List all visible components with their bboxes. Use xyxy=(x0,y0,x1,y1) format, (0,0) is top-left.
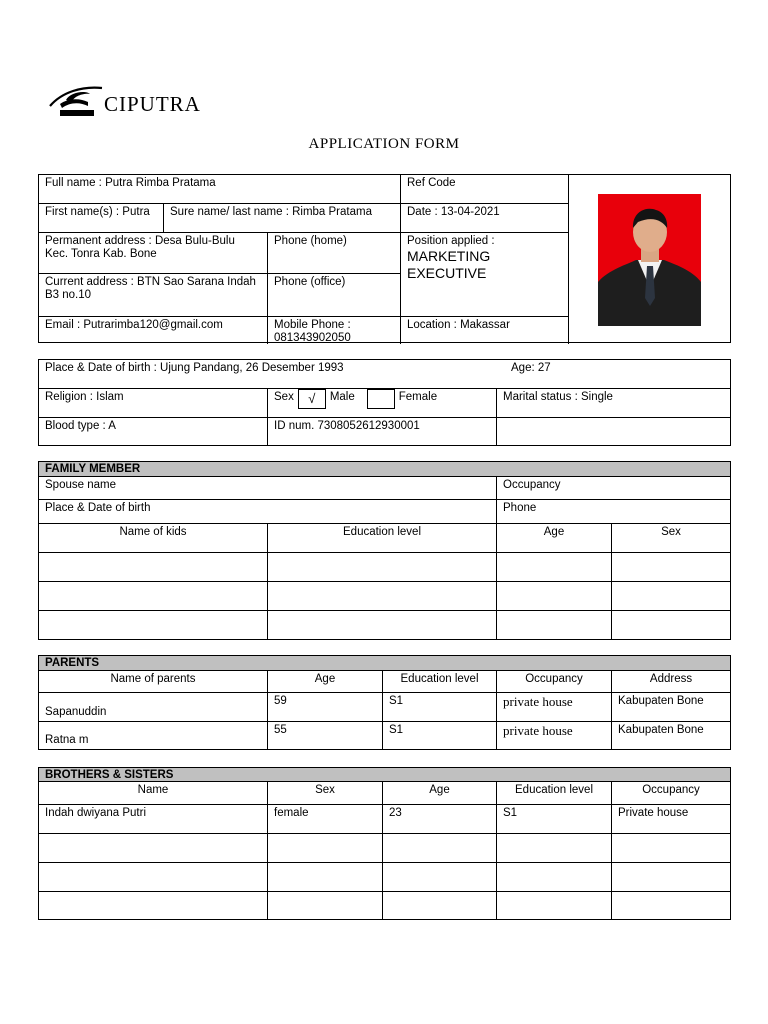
sibling-sex-cell[interactable] xyxy=(268,892,383,919)
sibling-age-cell[interactable] xyxy=(383,892,497,919)
applicant-photo xyxy=(598,194,701,326)
kid-sex-cell[interactable] xyxy=(612,611,730,639)
spouse-phone-field[interactable]: Phone xyxy=(497,500,730,524)
position-applied-field[interactable] xyxy=(401,233,569,317)
empty-cell xyxy=(497,418,730,445)
personal-info-table xyxy=(38,174,731,343)
kid-name-cell[interactable] xyxy=(39,582,268,611)
sibling-education-cell[interactable] xyxy=(497,834,612,863)
parent-occupancy-cell[interactable]: private house xyxy=(497,693,612,722)
sibling-occupancy-cell[interactable]: Private house xyxy=(612,805,730,834)
birth-field[interactable]: Place & Date of birth : Ujung Pandang, 26 Desember 1993 xyxy=(45,362,344,374)
kid-age-cell[interactable] xyxy=(497,582,612,611)
sibling-occupancy-cell[interactable] xyxy=(612,863,730,892)
full-name-field[interactable]: Full name : Putra Rimba Pratama xyxy=(39,175,401,204)
mobile-phone-field[interactable]: Mobile Phone : 081343902050 xyxy=(268,317,401,344)
email-field[interactable]: Email : Putrarimba120@gmail.com xyxy=(39,317,268,344)
date-field[interactable]: Date : 13-04-2021 xyxy=(401,204,569,233)
kid-sex-cell[interactable] xyxy=(612,553,730,582)
kid-education-cell[interactable] xyxy=(268,611,497,639)
spouse-name-field[interactable]: Spouse name xyxy=(39,477,497,500)
column-header: Age xyxy=(383,782,497,805)
sibling-education-cell[interactable]: S1 xyxy=(497,805,612,834)
age-field[interactable]: Age: 27 xyxy=(511,362,551,374)
column-header: Sex xyxy=(268,782,383,805)
sibling-education-cell[interactable] xyxy=(497,892,612,919)
sibling-sex-cell[interactable] xyxy=(268,863,383,892)
sibling-age-cell[interactable] xyxy=(383,863,497,892)
kid-education-cell[interactable] xyxy=(268,582,497,611)
sibling-sex-cell[interactable]: female xyxy=(268,805,383,834)
column-header: Age xyxy=(268,671,383,693)
id-number-field[interactable]: ID num. 7308052612930001 xyxy=(268,418,497,445)
parent-age-cell[interactable]: 55 xyxy=(268,722,383,749)
parent-address-cell[interactable]: Kabupaten Bone xyxy=(612,693,730,722)
parent-education-cell[interactable]: S1 xyxy=(383,722,497,749)
birth-row xyxy=(39,360,730,389)
male-checkbox[interactable]: √ xyxy=(298,389,326,409)
column-header: Address xyxy=(612,671,730,693)
column-header: Education level xyxy=(268,524,497,553)
kid-name-cell[interactable] xyxy=(39,611,268,639)
sibling-education-cell[interactable] xyxy=(497,863,612,892)
parent-address-cell[interactable]: Kabupaten Bone xyxy=(618,724,704,736)
column-header: Education level xyxy=(383,671,497,693)
form-title: APPLICATION FORM xyxy=(308,136,460,152)
position-label: Position applied : xyxy=(407,235,495,247)
parent-name-cell[interactable]: Ratna m xyxy=(39,722,268,749)
sibling-name-cell[interactable] xyxy=(39,892,268,919)
parent-occupancy-cell[interactable]: private house xyxy=(497,722,612,749)
female-label: Female xyxy=(398,391,438,403)
kid-age-cell[interactable] xyxy=(497,611,612,639)
photo-cell xyxy=(569,175,730,344)
sex-label: Sex xyxy=(274,391,294,403)
sibling-name-cell[interactable] xyxy=(39,863,268,892)
column-header: Age xyxy=(497,524,612,553)
family-member-table xyxy=(38,461,731,640)
sex-field xyxy=(268,389,497,418)
spouse-occupancy-field[interactable]: Occupancy xyxy=(497,477,730,500)
phone-home-field[interactable]: Phone (home) xyxy=(268,233,401,274)
sibling-age-cell[interactable] xyxy=(383,834,497,863)
position-value: MARKETING EXECUTIVE xyxy=(407,248,491,281)
sibling-occupancy-cell[interactable] xyxy=(612,834,730,863)
column-header: Occupancy xyxy=(612,782,730,805)
family-member-header: FAMILY MEMBER xyxy=(39,462,730,477)
kid-name-cell[interactable] xyxy=(39,553,268,582)
religion-field[interactable]: Religion : Islam xyxy=(39,389,268,418)
first-name-field[interactable]: First name(s) : Putra xyxy=(39,204,164,233)
personal-details-table xyxy=(38,359,731,446)
phone-office-field[interactable]: Phone (office) xyxy=(268,274,401,317)
brand-name: CIPUTRA xyxy=(104,92,201,116)
location-field[interactable]: Location : Makassar xyxy=(401,317,569,344)
female-checkbox[interactable] xyxy=(367,389,395,409)
kid-education-cell[interactable] xyxy=(268,553,497,582)
ref-code-field[interactable]: Ref Code xyxy=(401,175,569,204)
kid-sex-cell[interactable] xyxy=(612,582,730,611)
parent-age-cell[interactable]: 59 xyxy=(268,693,383,722)
kid-age-cell[interactable] xyxy=(497,553,612,582)
column-header: Education level xyxy=(497,782,612,805)
column-header: Sex xyxy=(612,524,730,553)
marital-status-field[interactable]: Marital status : Single xyxy=(497,389,730,418)
parents-header: PARENTS xyxy=(39,656,730,671)
column-header: Name xyxy=(39,782,268,805)
sibling-occupancy-cell[interactable] xyxy=(612,892,730,919)
blood-type-field[interactable]: Blood type : A xyxy=(39,418,268,445)
sibling-name-cell[interactable] xyxy=(39,834,268,863)
siblings-table xyxy=(38,767,731,920)
permanent-address-field[interactable]: Permanent address : Desa Bulu-Bulu Kec. Tonra Kab. Bone xyxy=(39,233,268,274)
sibling-sex-cell[interactable] xyxy=(268,834,383,863)
last-name-field[interactable]: Sure name/ last name : Rimba Pratama xyxy=(164,204,401,233)
column-header: Name of kids xyxy=(39,524,268,553)
ciputra-logo-icon xyxy=(46,84,106,124)
sibling-name-cell[interactable]: Indah dwiyana Putri xyxy=(39,805,268,834)
ciputra-logo xyxy=(46,84,226,124)
column-header: Name of parents xyxy=(39,671,268,693)
spouse-birth-field[interactable]: Place & Date of birth xyxy=(39,500,497,524)
sibling-age-cell[interactable]: 23 xyxy=(383,805,497,834)
parents-table xyxy=(38,655,731,750)
male-label: Male xyxy=(329,391,355,403)
current-address-field[interactable]: Current address : BTN Sao Sarana Indah B3 no.10 xyxy=(39,274,268,317)
parent-name-cell[interactable]: Sapanuddin xyxy=(39,693,268,722)
column-header: Occupancy xyxy=(497,671,612,693)
parent-education-cell[interactable]: S1 xyxy=(383,693,497,722)
siblings-header: BROTHERS & SISTERS xyxy=(39,768,730,782)
